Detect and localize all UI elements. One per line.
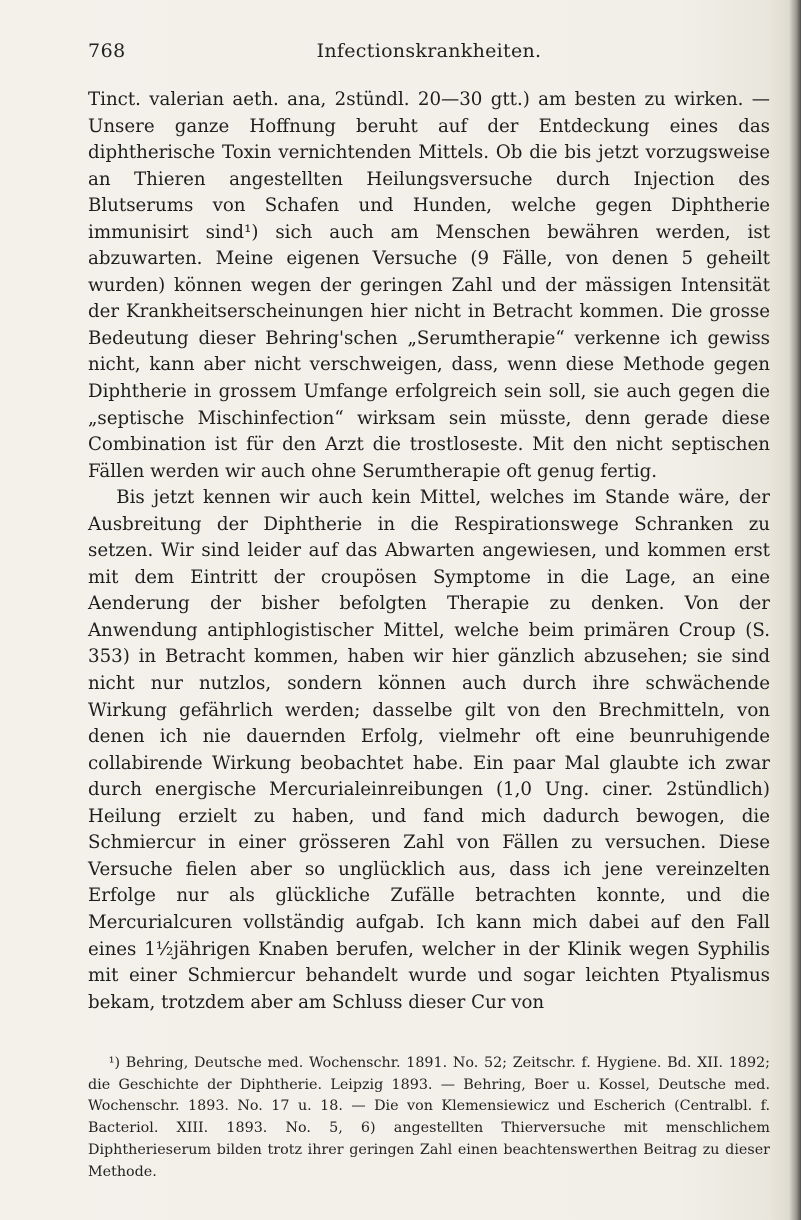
page-edge-shadow [789,0,801,1220]
page-number: 768 [88,40,126,62]
footnotes [88,1053,770,1183]
paragraph: Bis jetzt kennen wir auch kein Mittel, welches im Stande wäre, der Ausbreitung der Diphtherie in die Respirationswege Schranken zu setzen. Wir sind leider auf das Abwarten angewiesen, und kommen erst mit dem Eintritt der croupösen Symptome in die Lage, an eine Aenderung der bisher befolgten Therapie zu denken. Von der Anwendung antiphlogistischer Mittel, welche beim primären Croup (S. 353) in Betracht kommen, haben wir hier gänzlich abzusehen; sie sind nicht nur nutzlos, sondern können auch durch ihre schwächende Wirkung gefährlich werden; dasselbe gilt von den Brechmitteln, von denen ich nie dauernden Erfolg, vielmehr oft eine beunruhigende collabirende Wirkung beobachtet habe. Ein paar Mal glaubte ich zwar durch energische Mercurialeinreibungen (1,0 Ung. ciner. 2stündlich) Heilung erzielt zu haben, und fand mich dadurch bewogen, die Schmiercur in einer grösseren Zahl von Fällen zu versuchen. Diese Versuche fielen aber so unglücklich aus, dass ich jene vereinzelten Erfolge nur als glückliche Zufälle betrachten konnte, und die Mercurialcuren vollständig aufgab. Ich kann mich dabei auf den Fall eines 1½jährigen Knaben berufen, welcher in der Klinik wegen Syphilis mit einer Schmiercur behandelt wurde und sogar leichten Ptyalismus bekam, trotzdem aber am Schluss dieser Cur von [88,487,770,1013]
page-header [88,40,770,70]
running-title: Infectionskrankheiten. [316,40,542,62]
main-text [88,87,770,1016]
paragraph: Tinct. valerian aeth. ana, 2stündl. 20—30 gtt.) am besten zu wirken. — Unsere ganze Hoffnung beruht auf der Entdeckung eines das diphtherische Toxin vernichtenden Mittels. Ob die bis jetzt vorzugsweise an Thieren angestellten Heilungsversuche durch Injection des Blutserums von Schafen und Hunden, welche gegen Diphtherie immunisirt sind¹) sich auch am Menschen bewähren werden, ist abzuwarten. Meine eigenen Versuche (9 Fälle, von denen 5 geheilt wurden) können wegen der geringen Zahl und der mässigen Intensität der Krankheitserscheinungen hier nicht in Betracht kommen. Die grosse Bedeutung dieser Behring'schen „Serumtherapie“ verkenne ich gewiss nicht, kann aber nicht verschweigen, dass, wenn diese Methode gegen Diphtherie in grossem Umfange erfolgreich sein soll, sie auch gegen die „septische Mischinfection“ wirksam sein müsste, denn gerade diese Combination ist für den Arzt die trostloseste. Mit den nicht septischen Fällen werden wir auch ohne Serumtherapie oft genug fertig. [88,89,770,482]
footnote: ¹) Behring, Deutsche med. Wochenschr. 1891. No. 52; Zeitschr. f. Hygiene. Bd. XII. 1892; die Geschichte der Diphtherie. Leipzig 1893. — Behring, Boer u. Kossel, Deutsche med. Wochenschr. 1893. No. 17 u. 18. — Die von Klemensiewicz und Escherich (Centralbl. f. Bacteriol. XIII. 1893. No. 5, 6) angestellten Thierversuche mit menschlichem Diphtherieserum bilden trotz ihrer geringen Zahl einen beachtenswerthen Beitrag zu dieser Methode. [88,1055,770,1180]
